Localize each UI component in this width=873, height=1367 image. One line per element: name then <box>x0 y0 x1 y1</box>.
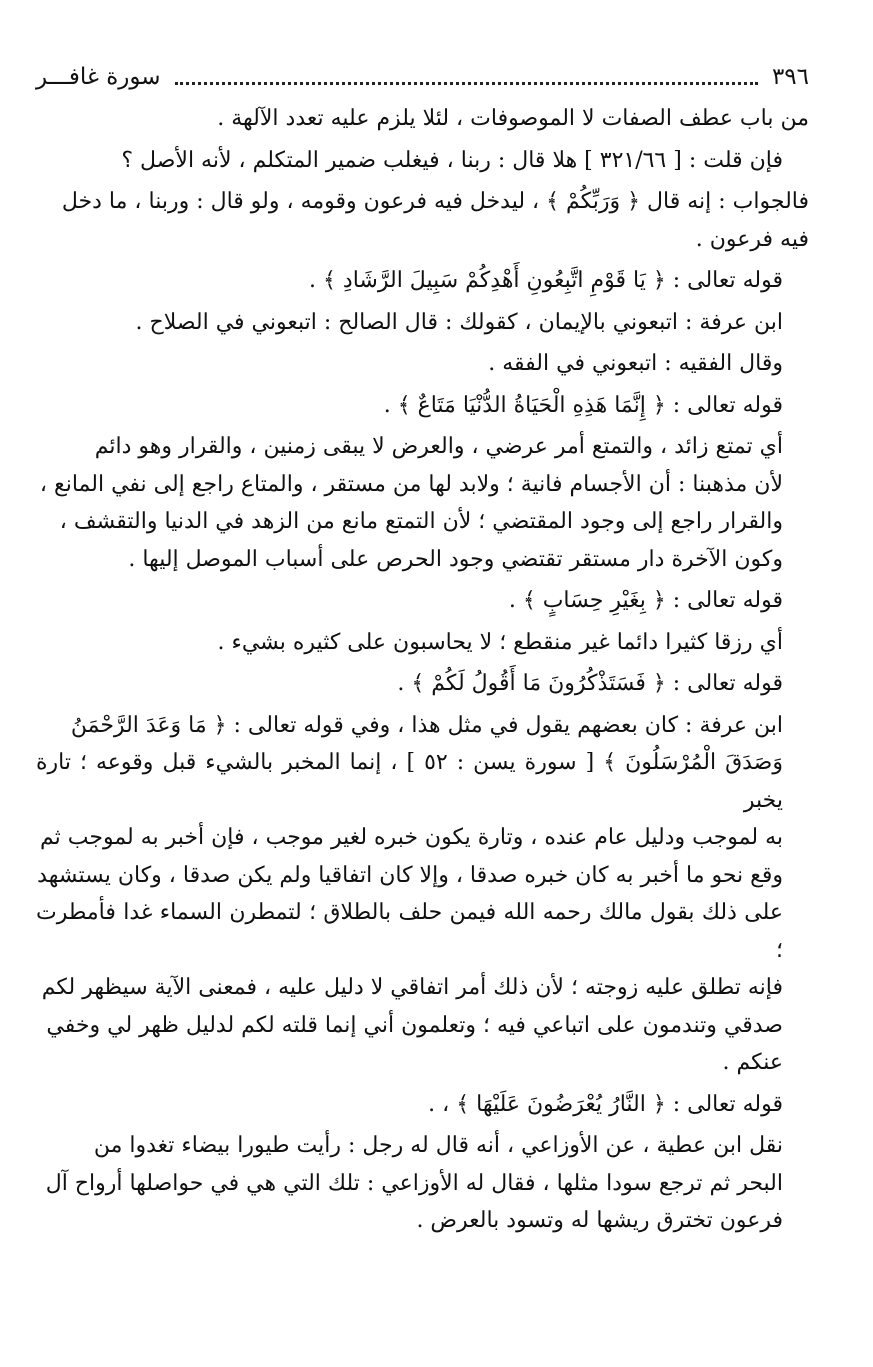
text-line: البحر ثم ترجع سودا مثلها ، فقال له الأوزاعي : تلك التي هي في حواصلها أرواح آل <box>45 1170 783 1196</box>
paragraph <box>36 100 809 138</box>
text-line: لأن مذهبنا : أن الأجسام فانية ؛ ولابد لها من مستقر ، والمتاع راجع إلى نفي المانع ، <box>39 471 783 497</box>
text-line: فإن قلت : [ ٣٢١/٦٦ ] هلا قال : ربنا ، فيغلب ضمير المتكلم ، لأنه الأصل ؟ <box>121 147 783 173</box>
text-line: فرعون تخترق ريشها له وتسود بالعرض . <box>416 1208 783 1233</box>
surah-title: سورة غافـــر <box>36 64 161 90</box>
text-line: صدقي وتندمون على اتباعي فيه ؛ وتعلمون أني إنما قلته لكم لدليل ظهر لي وخفي <box>46 1012 783 1038</box>
text-line: نقل ابن عطية ، عن الأوزاعي ، أنه قال له رجل : رأيت طيورا بيضاء تغدوا من <box>93 1133 783 1158</box>
text-line: والقرار راجع إلى وجود المقتضي ؛ لأن التمتع مانع من الزهد في الدنيا والتقشف ، <box>59 509 783 534</box>
page-header <box>36 58 809 96</box>
paragraph <box>36 387 809 425</box>
text-line: قوله تعالى : ﴿ إِنَّمَا هَذِهِ الْحَيَاةُ الدُّنْيَا مَتَاعٌ ﴾ . <box>383 392 783 418</box>
paragraph <box>36 1086 809 1124</box>
text-line: من باب عطف الصفات لا الموصوفات ، لئلا يلزم عليه تعدد الآلهة . <box>217 106 809 131</box>
text-line: قوله تعالى : ﴿ يَا قَوْمِ اتَّبِعُونِ أَهْدِكُمْ سَبِيلَ الرَّشَادِ ﴾ . <box>309 268 783 293</box>
page-body <box>36 100 809 1240</box>
text-line: وقال الفقيه : اتبعوني في الفقه . <box>488 351 783 376</box>
paragraph <box>36 582 809 620</box>
text-line: به لموجب ودليل عام عنده ، وتارة يكون خبره لغير موجب ، فإن أخبر به لموجب ثم <box>40 825 783 850</box>
paragraph <box>36 142 809 180</box>
text-line: على ذلك بقول مالك رحمه الله فيمن حلف بالطلاق ؛ لتمطرن السماء غدا فأمطرت ؛ <box>36 900 783 963</box>
paragraph <box>36 665 809 703</box>
book-page <box>36 58 809 1337</box>
text-line: أي رزقا كثيرا دائما غير منقطع ؛ لا يحاسبون على كثيره بشيء . <box>217 629 783 655</box>
paragraph <box>36 183 809 258</box>
text-line: قوله تعالى : ﴿ بِغَيْرِ حِسَابٍ ﴾ . <box>508 588 783 613</box>
text-line: وَصَدَقَ الْمُرْسَلُونَ ﴾ [ سورة يسن : ٥٢ ] ، إنما المخبر بالشيء قبل وقوعه ؛ تارة يخبر <box>36 750 783 813</box>
paragraph <box>36 262 809 300</box>
text-line: فالجواب : إنه قال ﴿ وَرَبِّكُمْ ﴾ ، ليدخل فيه فرعون وقومه ، ولو قال : وربنا ، ما دخل <box>61 189 809 214</box>
text-line: وقع نحو ما أخبر به كان خبره صدقا ، وإلا كان اتفاقيا ولم يكن صدقا ، وكان يستشهد <box>37 862 783 888</box>
page-number: ٣٩٦ <box>771 64 809 90</box>
paragraph <box>36 1127 809 1240</box>
paragraph <box>36 428 809 578</box>
text-line: أي تمتع زائد ، والتمتع أمر عرضي ، والعرض لا يبقى زمنين ، والقرار وهو دائم <box>94 434 783 459</box>
text-line: فيه فرعون . <box>695 226 809 252</box>
paragraph <box>36 304 809 342</box>
text-line: فإنه تطلق عليه زوجته ؛ لأن ذلك أمر اتفاقي لا دليل عليه ، فمعنى الآية سيظهر لكم <box>41 975 783 1000</box>
paragraph <box>36 624 809 662</box>
text-line: قوله تعالى : ﴿ النَّارُ يُعْرَضُونَ عَلَيْهَا ﴾ ، . <box>428 1091 783 1117</box>
text-line: ابن عرفة : اتبعوني بالإيمان ، كقولك : قال الصالح : اتبعوني في الصلاح . <box>135 309 783 335</box>
paragraph <box>36 345 809 383</box>
text-line: وكون الآخرة دار مستقر تقتضي وجود الحرص على أسباب الموصل إليها . <box>128 546 783 572</box>
header-dotted-rule <box>175 82 758 85</box>
paragraph <box>36 707 809 1082</box>
text-line: ابن عرفة : كان بعضهم يقول في مثل هذا ، وفي قوله تعالى : ﴿ مَا وَعَدَ الرَّحْمَنُ <box>70 712 783 738</box>
text-line: عنكم . <box>722 1050 783 1075</box>
text-line: قوله تعالى : ﴿ فَسَتَذْكُرُونَ مَا أَقُولُ لَكُمْ ﴾ . <box>397 671 783 696</box>
